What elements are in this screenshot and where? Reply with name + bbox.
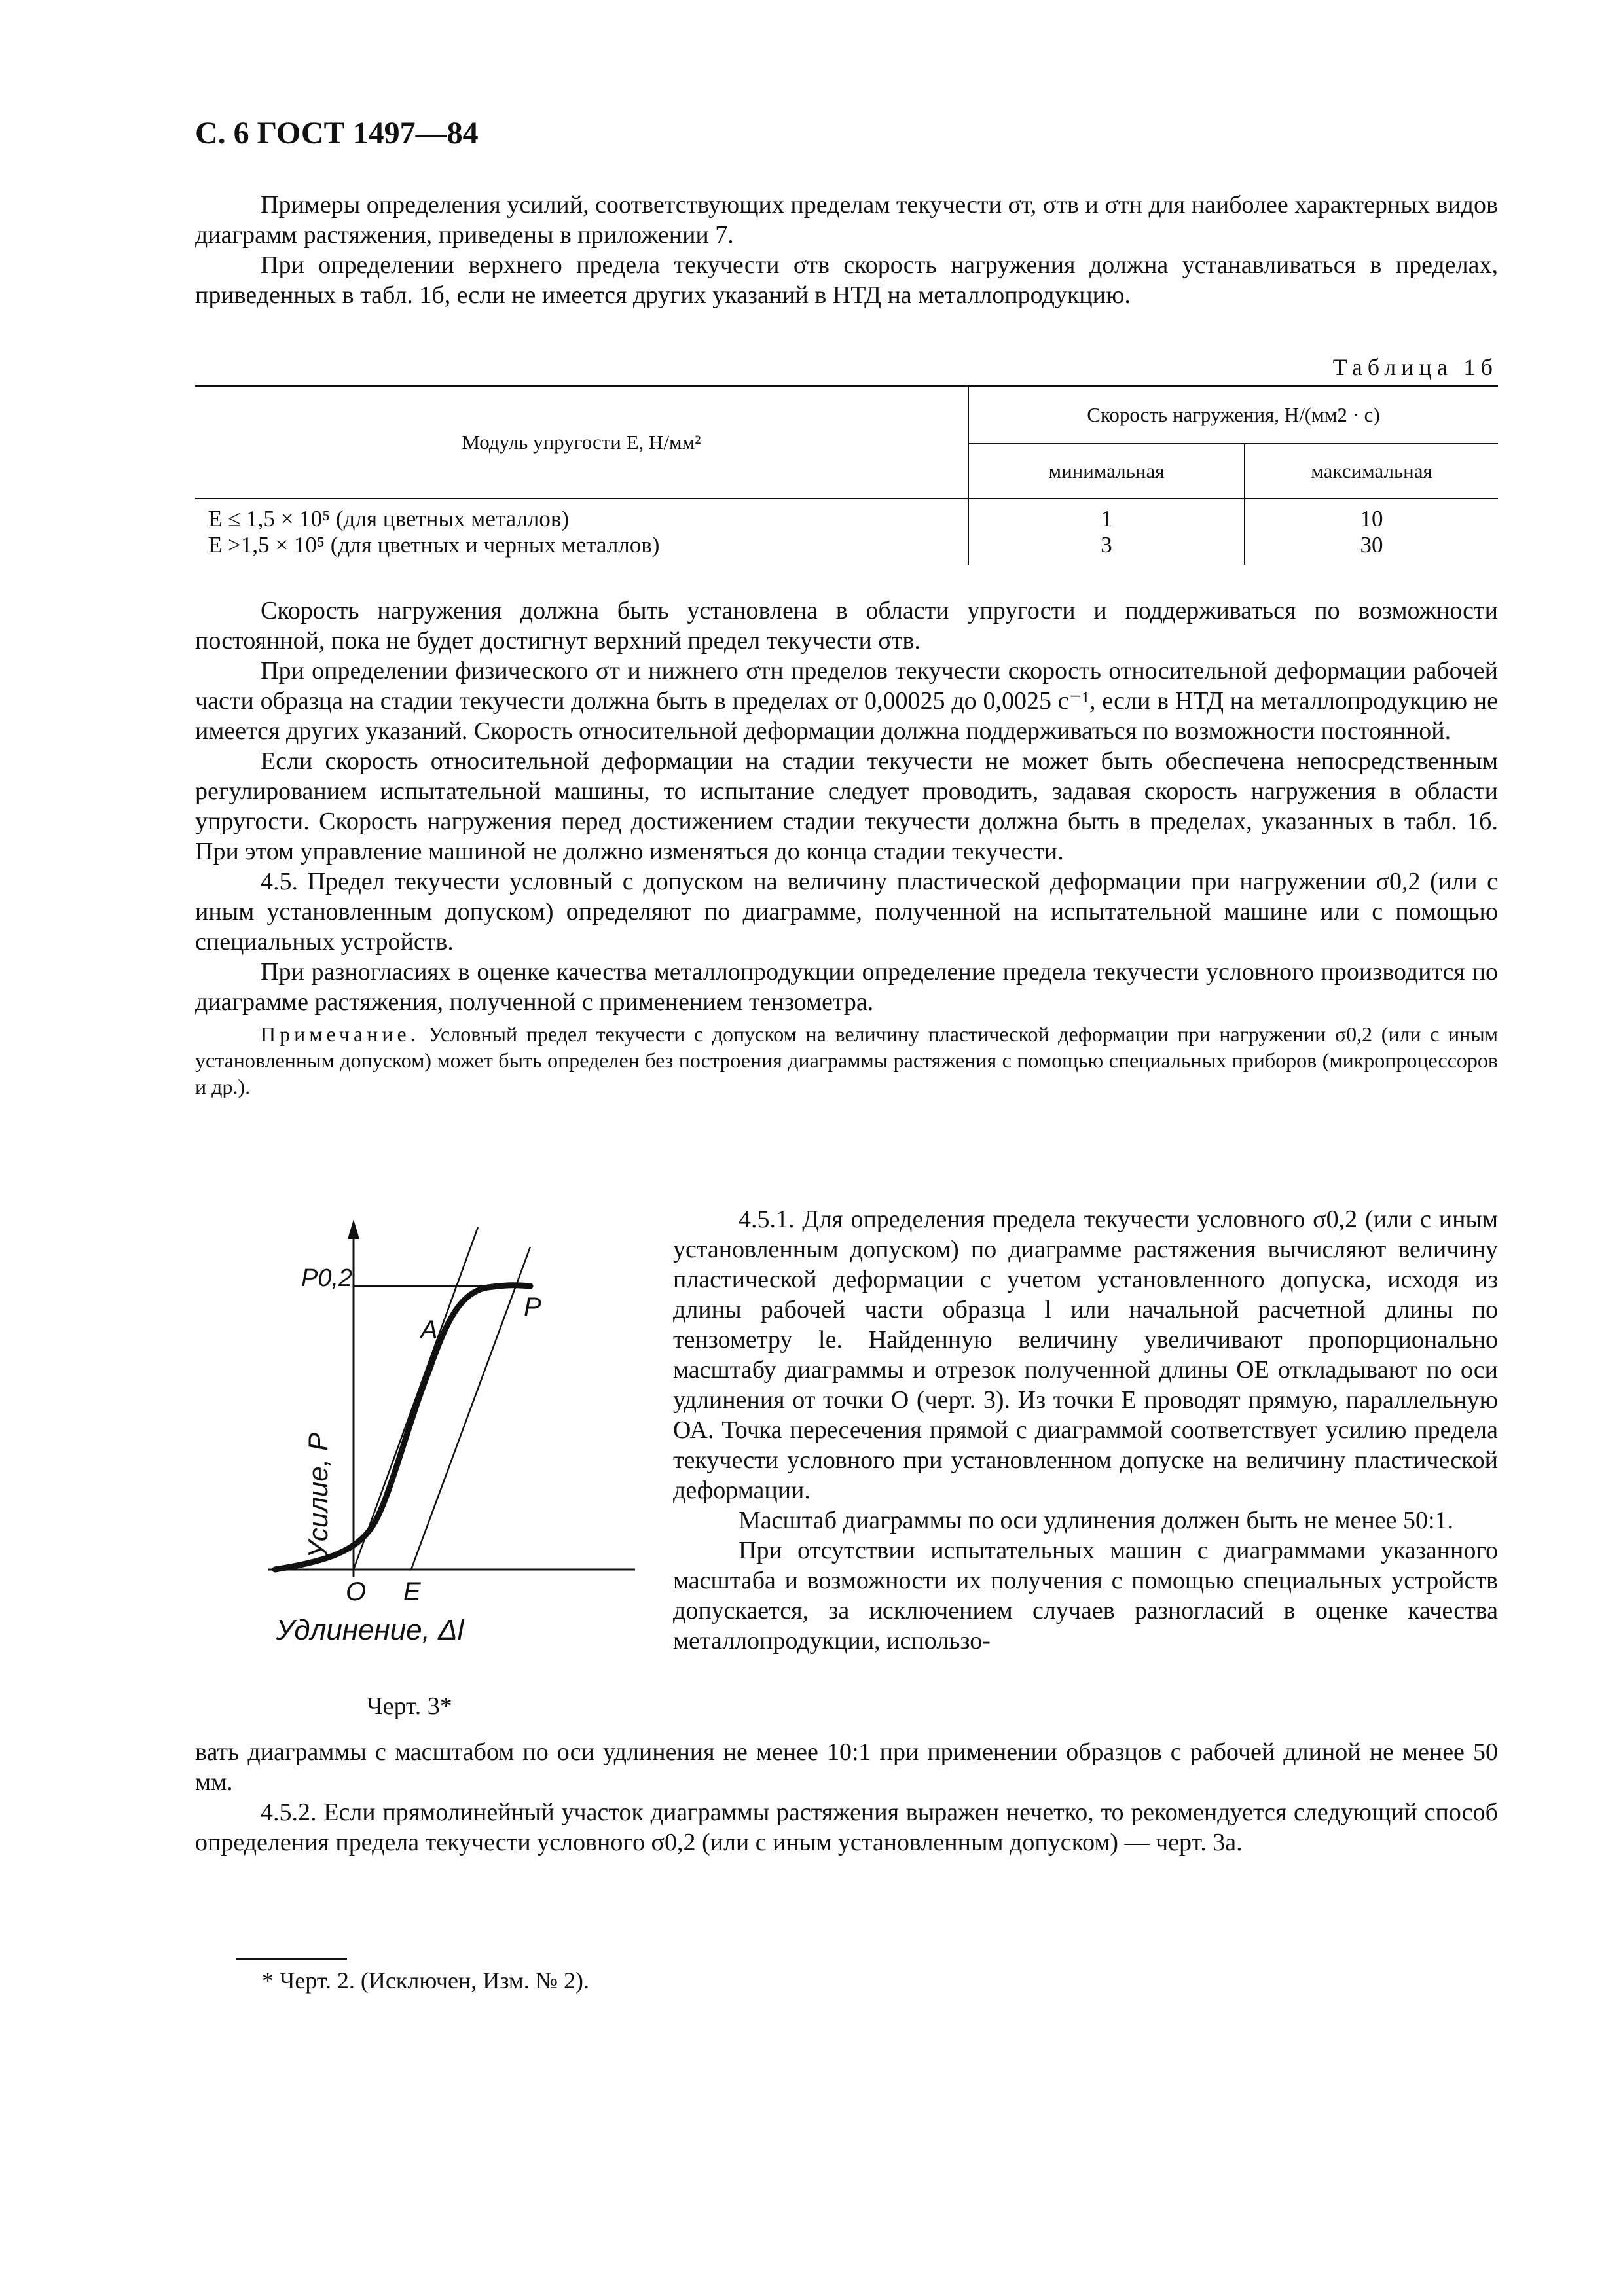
table-cell-max: 30: [1360, 531, 1383, 558]
note-text: Условный предел текучести с допуском на величину пластической деформации при нагружении σ0,2 (или с иным установленным допуском) может быть определен без построения диаграммы растяжения с помощью специальных приборов (микропроцессоров и др.).: [195, 1022, 1498, 1098]
section-4-5-1-paragraph-3: При отсутствии испытательных машин с диаграммами указанного масштаба и возможности их получения с помощью специальных устройств допускается, за исключением случаев разногласий в оценке качества металлопродукции, использо-: [673, 1537, 1498, 1655]
table-cell-min: 3: [968, 532, 1245, 565]
label-o: O: [346, 1577, 367, 1606]
y-axis-title: Усилие, P: [302, 1432, 333, 1559]
intro-paragraph-1: Примеры определения усилий, соответствующих пределам текучести σт, σтв и σтн для наиболее характерных видов диаграмм растяжения, приведены в приложении 7.: [195, 191, 1498, 249]
table-cell-min: 1: [968, 499, 1245, 532]
table-cell-modulus: E >1,5 × 10⁵ (для цветных и черных металлов): [195, 532, 968, 565]
x-axis-title: Удлинение, Δl: [276, 1614, 464, 1646]
loading-speed-table: [195, 385, 1498, 565]
y-axis-arrow-icon: [348, 1219, 359, 1239]
footnote: * Черт. 2. (Исключен, Изм. № 2).: [262, 1967, 590, 1994]
section-4-5-1-column: [673, 1204, 1498, 1656]
page-header: С. 6 ГОСТ 1497—84: [195, 116, 479, 151]
body-block: [195, 596, 1498, 1100]
body-paragraph-5: При разногласиях в оценке качества металлопродукции определение предела текучести условного производится по диаграмме растяжения, полученной с применением тензометра.: [195, 958, 1498, 1016]
note-label: Примечание.: [261, 1022, 420, 1046]
section-4-5-1-paragraph-3-continued: вать диаграммы с масштабом по оси удлинения не менее 10:1 при применении образцов с рабочей длиной не менее 50 мм.: [195, 1738, 1498, 1796]
body-paragraph-1: Скорость нагружения должна быть установлена в области упругости и поддерживаться по возможности постоянной, пока не будет достигнут верхний предел текучести σтв.: [195, 597, 1498, 655]
body-paragraph-3: Если скорость относительной деформации на стадии текучести не может быть обеспечена непосредственным регулированием испытательной машины, то испытание следует проводить, задавая скорость нагружения в области упругости. Скорость нагружения перед достижением стадии текучести должна быть в пределах, указанных в табл. 1б. При этом управление машиной не должно изменяться до конца стадии текучести.: [195, 747, 1498, 865]
section-4-5-1-continuation: [195, 1737, 1498, 1857]
footnote-divider: [236, 1958, 347, 1960]
label-p: P: [524, 1293, 541, 1321]
body-paragraph-2: При определении физического σт и нижнего σтн пределов текучести скорость относительной деформации рабочей части образца на стадии текучести должна быть в пределах от 0,00025 до 0,0025 с⁻¹, если в НТД на металлопродукцию не имеется других указаний. Скорость относительной деформации должна поддерживаться по возможности постоянной.: [195, 657, 1498, 745]
intro-paragraph-2: При определении верхнего предела текучести σтв скорость нагружения должна устанавливаться в пределах, приведенных в табл. 1б, если не имеется других указаний в НТД на металлопродукцию.: [195, 251, 1498, 309]
intro-block: [195, 190, 1498, 310]
tension-diagram-figure: [249, 1214, 668, 1672]
label-a: A: [420, 1316, 438, 1344]
note-paragraph: [195, 1021, 1498, 1100]
table-header-modulus: Модуль упругости E, Н/мм²: [195, 386, 968, 499]
body-paragraph-4: 4.5. Предел текучести условный с допуском на величину пластической деформации при нагружении σ0,2 (или с иным установленным допуском) определяют по диаграмме, полученной на испытательной машине или с помощью специальных устройств.: [195, 868, 1498, 956]
section-4-5-1-paragraph-1: 4.5.1. Для определения предела текучести условного σ0,2 (или с иным установленным допуском) по диаграмме растяжения вычисляют величину пластической деформации с учетом установленного допуска, исходя из длины рабочей части образца l или начальной расчетной длины по тензометру lе. Найденную величину увеличивают пропорционально масштабу диаграммы и отрезок полученной длины ОЕ откладывают по оси удлинения от точки О (черт. 3). Из точки Е проводят прямую, параллельную ОА. Точка пересечения прямой с диаграммой соответствует усилию предела текучести условного при установленном допуске на величину пластической деформации.: [673, 1206, 1498, 1504]
table-header-speed: Скорость нагружения, Н/(мм2 · с): [968, 386, 1498, 444]
section-4-5-1-paragraph-2: Масштаб диаграммы по оси удлинения должен быть не менее 50:1.: [739, 1507, 1454, 1534]
section-4-5-2-paragraph: 4.5.2. Если прямолинейный участок диаграммы растяжения выражен нечетко, то рекомендуется следующий способ определения предела текучести условного σ0,2 (или с иным установленным допуском) — черт. 3а.: [195, 1799, 1498, 1856]
table-header-max: максимальная: [1245, 444, 1498, 499]
figure-caption: Черт. 3*: [367, 1693, 452, 1720]
label-p02: P0,2: [301, 1265, 353, 1292]
line-oa: [354, 1227, 478, 1570]
table-title: Таблица 1б: [1332, 354, 1498, 380]
table-cell-max: 10: [1360, 505, 1383, 531]
label-e: E: [403, 1577, 421, 1606]
table-cell-modulus: E ≤ 1,5 × 10⁵ (для цветных металлов): [195, 499, 968, 532]
table-header-min: минимальная: [968, 444, 1245, 499]
